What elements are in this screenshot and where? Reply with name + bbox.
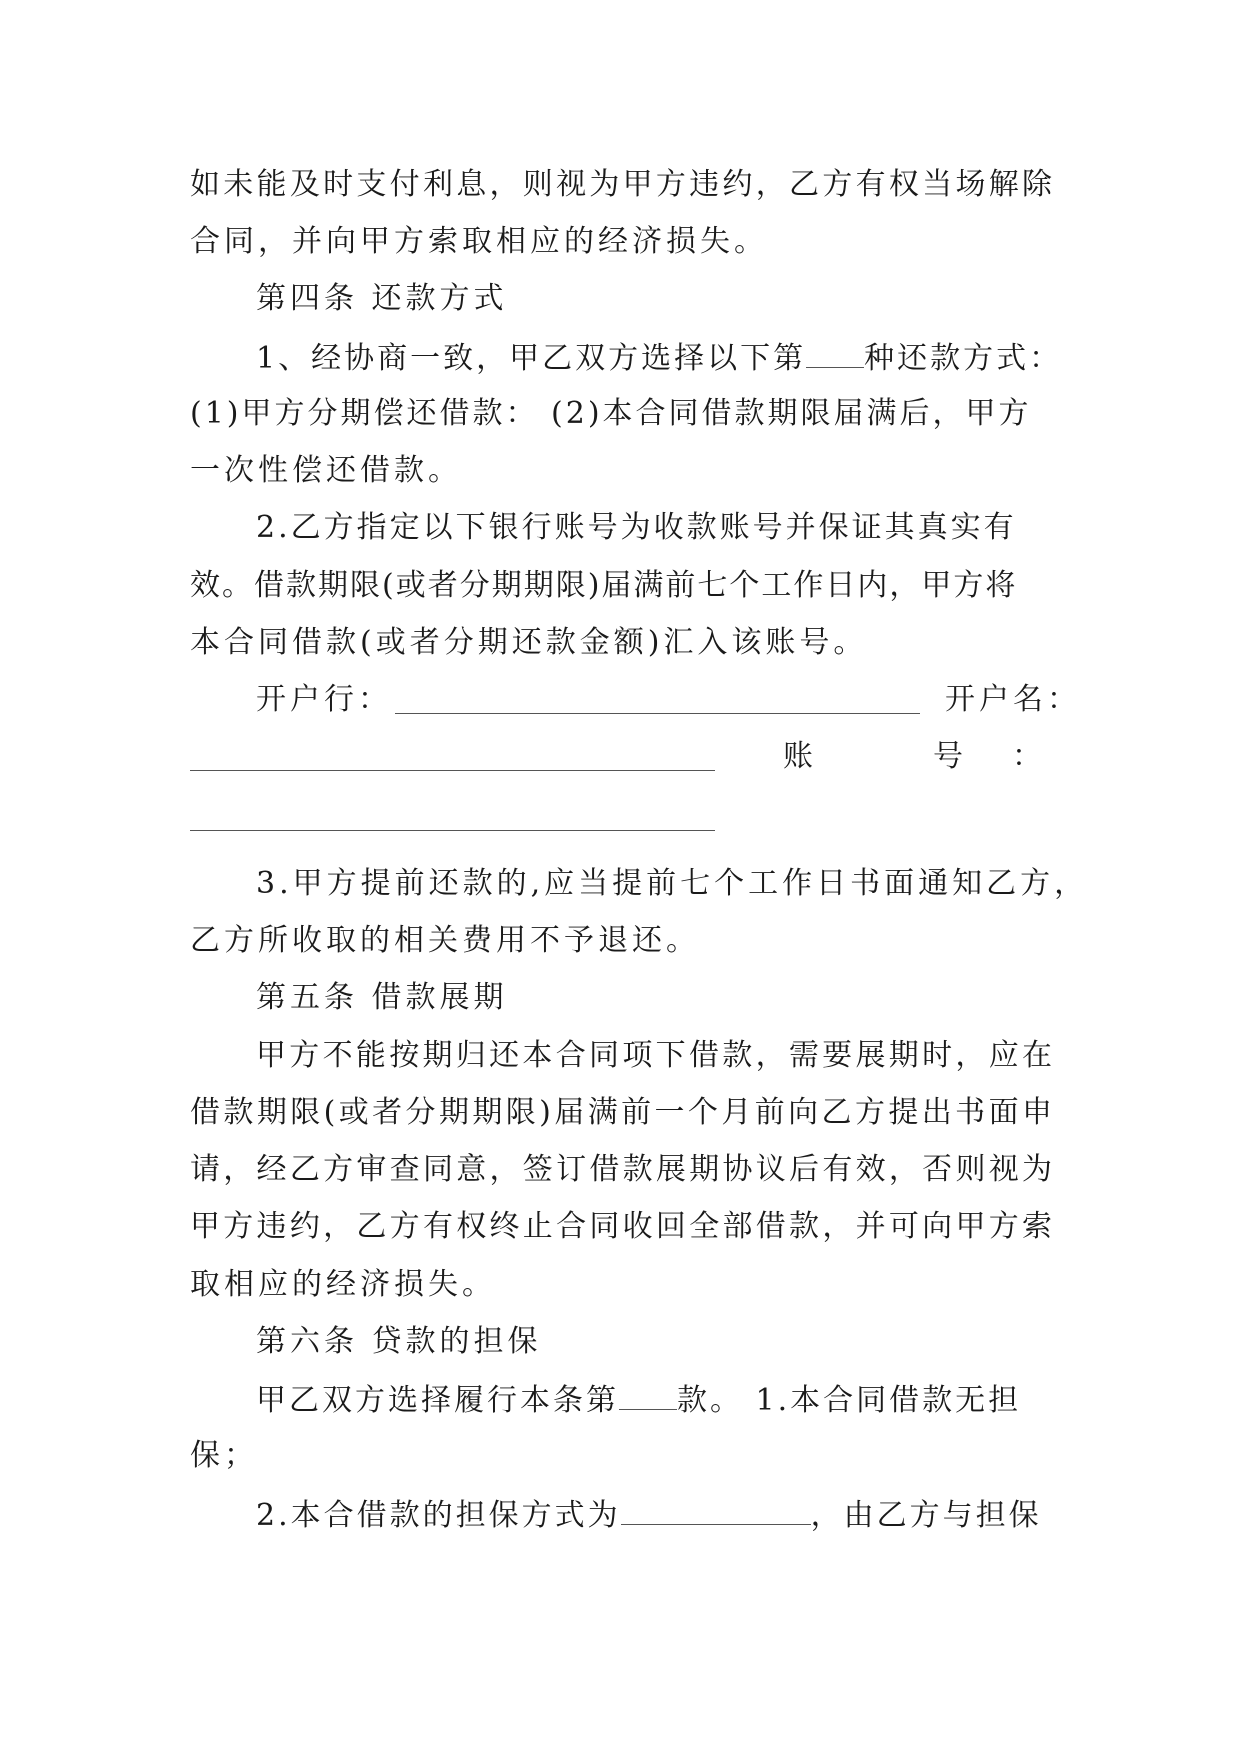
clause-text: 种还款方式：	[864, 341, 1063, 376]
section-heading: 第六条 贷款的担保	[256, 1324, 542, 1359]
fill-blank	[806, 337, 864, 368]
paragraph-line: 保；	[190, 1438, 258, 1473]
paragraph-line: 3.甲方提前还款的,应当提前七个工作日书面通知乙方，	[256, 866, 1089, 901]
account-name-label: 开户名：	[945, 682, 1081, 717]
paragraph-line: 请，经乙方审查同意，签订借款展期协议后有效，否则视为	[190, 1152, 1052, 1187]
clause-text: 款。 1.本合同借款无担	[677, 1383, 1022, 1418]
fill-blank	[621, 1494, 811, 1525]
paragraph-line: 2.乙方指定以下银行账号为收款账号并保证其真实有	[256, 510, 1017, 545]
section-heading: 第五条 借款展期	[256, 980, 508, 1015]
paragraph-line: 甲方不能按期归还本合同项下借款，需要展期时，应在	[256, 1038, 1052, 1073]
paragraph-line: (1)甲方分期偿还借款： (2)本合同借款期限届满后，甲方	[190, 396, 1032, 431]
clause-text: 1、经协商一致，甲乙双方选择以下第	[256, 341, 807, 376]
paragraph-line: 一次性偿还借款。	[190, 453, 462, 488]
clause-text: 2.本合借款的担保方式为	[256, 1498, 621, 1533]
paragraph-line	[256, 337, 1063, 377]
account-no-colon: ：	[1012, 739, 1046, 774]
paragraph-line	[256, 1494, 1052, 1534]
clause-text: ，由乙方与担保	[810, 1498, 1042, 1533]
paragraph-line: 如未能及时支付利息，则视为甲方违约，乙方有权当场解除	[190, 167, 1052, 202]
paragraph-line: 借款期限(或者分期期限)届满前一个月前向乙方提出书面申	[190, 1095, 1052, 1130]
section-heading: 第四条 还款方式	[256, 281, 508, 316]
account-name-blank	[190, 770, 715, 771]
paragraph-line	[256, 1379, 1052, 1419]
paragraph-line: 乙方所收取的相关费用不予退还。	[190, 923, 700, 958]
paragraph-line: 本合同借款(或者分期还款金额)汇入该账号。	[190, 625, 868, 660]
account-no-label-1: 账	[783, 739, 817, 774]
paragraph-line: 效。借款期限(或者分期期限)届满前七个工作日内，甲方将	[190, 568, 1018, 603]
fill-blank	[619, 1379, 677, 1410]
bank-name-label: 开户行：	[256, 682, 392, 717]
account-no-label-2: 号	[933, 739, 967, 774]
paragraph-line: 取相应的经济损失。	[190, 1267, 496, 1302]
bank-name-blank	[395, 713, 920, 714]
clause-text: 甲乙双方选择履行本条第	[256, 1383, 619, 1418]
account-number-blank	[190, 830, 715, 831]
paragraph-line: 合同，并向甲方索取相应的经济损失。	[190, 224, 768, 259]
paragraph-line: 甲方违约，乙方有权终止合同收回全部借款，并可向甲方索	[190, 1209, 1052, 1244]
